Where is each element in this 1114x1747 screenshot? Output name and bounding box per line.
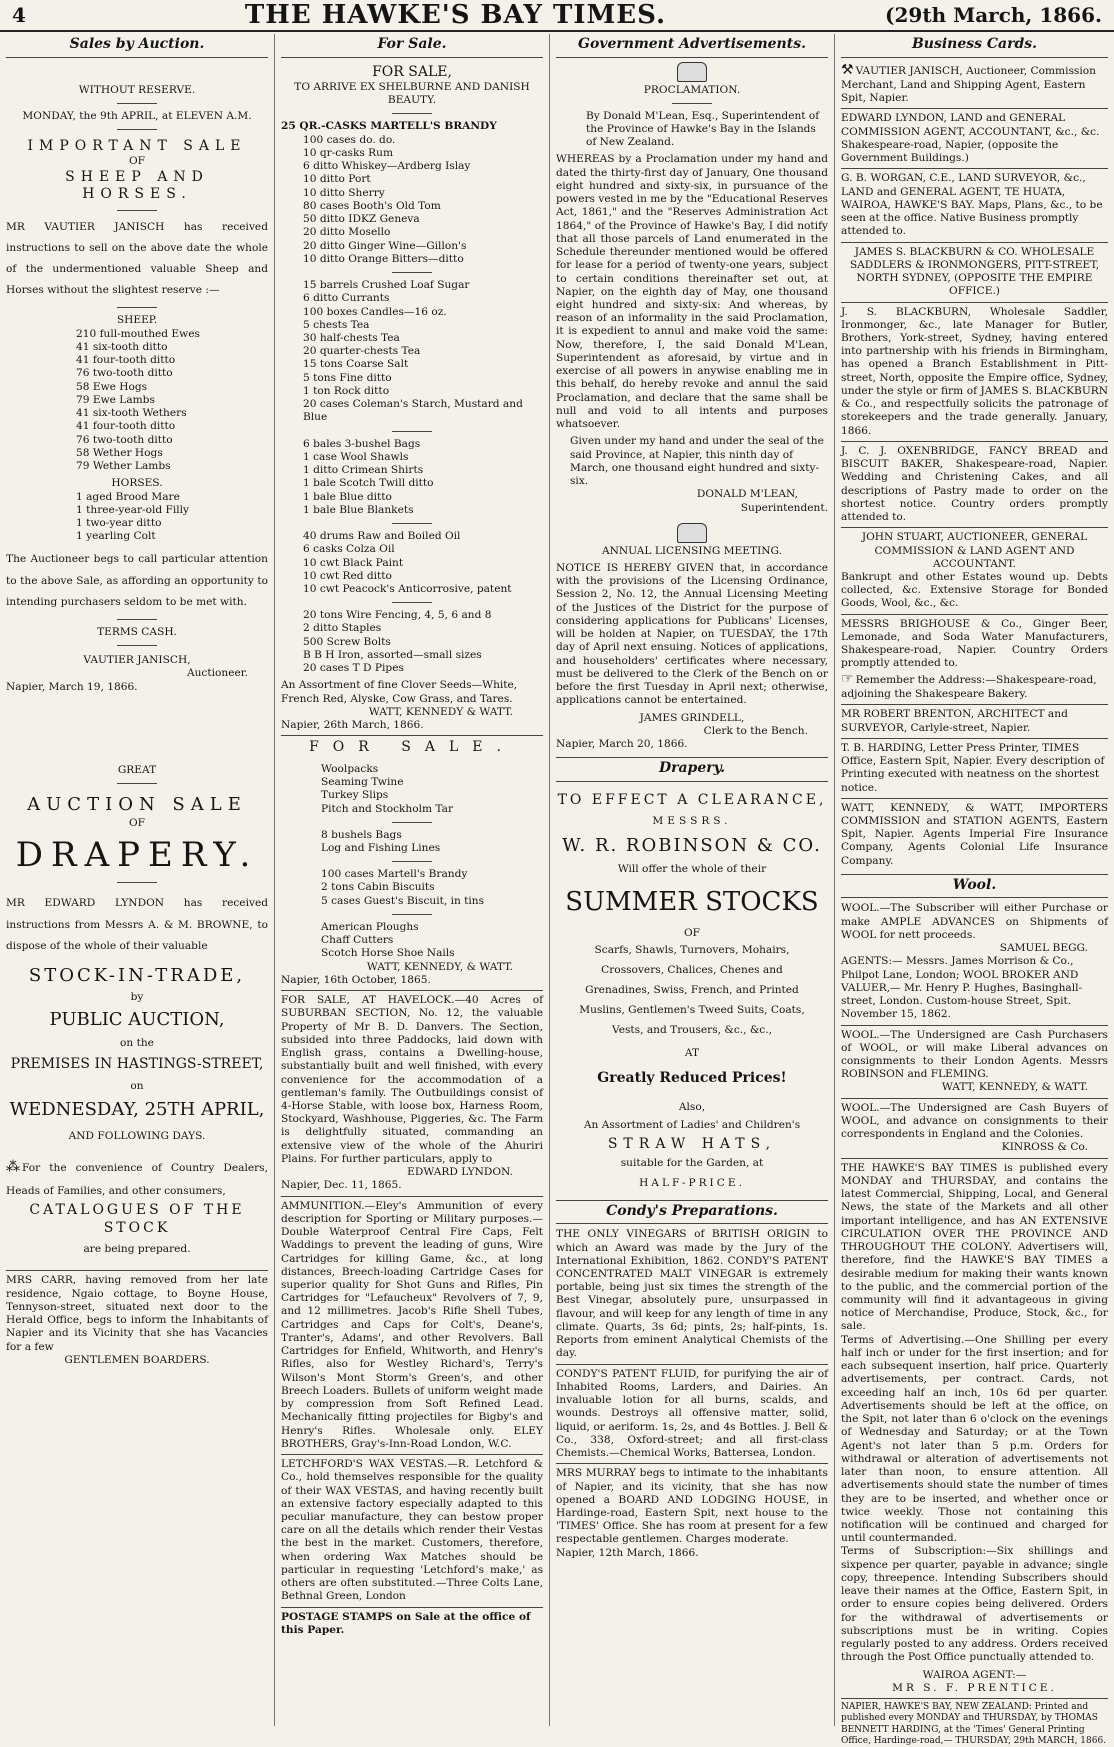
list-item: 41 six-tooth ditto xyxy=(76,340,168,353)
offer-line: Will offer the whole of their xyxy=(617,863,767,876)
wool-signature-3: KINROSS & Co. xyxy=(1001,1141,1088,1154)
divider xyxy=(117,783,157,784)
list-item: 1 yearling Colt xyxy=(76,530,156,543)
clover-seeds: An Assortment of fine Clover Seeds—White, French Red, Alyske, Cow Grass, and Tares. xyxy=(281,679,518,705)
goods-list xyxy=(281,438,543,517)
list-item: 1 ton Rock ditto xyxy=(303,384,390,397)
section-heading: Sales by Auction. xyxy=(6,34,268,58)
goods-list xyxy=(281,829,543,855)
column-sales-by-auction xyxy=(0,34,275,1726)
blackburn-co-card: JAMES S. BLACKBURN & CO. WHOLESALE SADDLERS & IRONMONGERS, PITT-STREET, NORTH SYDNEY, (OPPOSITE THE EMPIRE OFFICE.) xyxy=(841,242,1108,299)
list-item: 41 six-tooth Wethers xyxy=(76,407,187,420)
wool-notice-3: WOOL.—The Undersigned are Cash Buyers of WOOL, and advance on consignments to their correspondents in England and the Colonies. xyxy=(841,1098,1108,1142)
assortment-line: An Assortment of Ladies' and Children's xyxy=(583,1118,801,1131)
list-item: 500 Screw Bolts xyxy=(303,635,391,648)
wool-signature-2: WATT, KENNEDY, & WATT. xyxy=(941,1081,1088,1094)
divider xyxy=(117,103,157,104)
list-item: 6 casks Colza Oil xyxy=(303,543,395,556)
on-line: on xyxy=(130,1079,144,1092)
auctioneer-note: The Auctioneer begs to call particular attention to the above Sale, as affording an opportunity to intending purchasers seldom to be met with. xyxy=(6,553,268,608)
list-item: 10 cwt Black Paint xyxy=(303,556,404,569)
goods-list xyxy=(281,921,543,961)
reserve-line: WITHOUT RESERVE. xyxy=(78,83,196,96)
proclamation-by: By Donald M'Lean, Esq., Superintendent of the Province of Hawke's Bay in the Islands of New Zealand. xyxy=(586,109,820,149)
harding-card: T. B. HARDING, Letter Press Printer, TIMES Office, Eastern Spit, Napier. Every description of Printing executed with neatness on the shortest notice. xyxy=(841,738,1108,795)
vinegar-notice: THE ONLY VINEGARS of BRITISH ORIGIN to which an Award was made by the Jury of the International Exhibition, 1862. CONDY'S PATENT CONCENTRATED MALT VINEGAR is extremely portable, being just six times the strength of the Best Vinegar, absolutely pure, unsurpassed in flavour, and will keep for any length of time in any climate. Quarts, 3s 6d; pints, 2s; half-pints, 1s. Reports from eminent Analytical Chemists of the day. xyxy=(556,1228,828,1360)
page-number: 4 xyxy=(12,3,26,27)
list-item: 100 cases Martell's Brandy xyxy=(321,868,468,881)
of-line: OF xyxy=(128,816,146,829)
horses-list xyxy=(6,491,268,544)
sheep-list xyxy=(6,328,268,474)
important-sale: IMPORTANT SALE xyxy=(27,137,247,154)
janisch-card xyxy=(841,62,1108,106)
list-item: Pitch and Stockholm Tar xyxy=(321,802,454,815)
brighouse-card: MESSRS BRIGHOUSE & Co., Ginger Beer, Lemonade, and Soda Water Manufacturers, Shakespeare-road, Napier. Country Orders promptly attended to. xyxy=(841,614,1108,671)
list-item: 79 Wether Lambs xyxy=(76,460,171,473)
fluid-notice: CONDY'S PATENT FLUID, for purifying the air of Inhabited Rooms, Larders, and Dairies. An invaluable lotion for all burns, scalds, and wounds. Destroys all offensive matter, solid, liquid, or aeriform. 1s, 2s, and 4s Bottles. J. Bell & Co., 338, Oxford-street; and all first-class Chemists.—Chemical Works, Battersea, London. xyxy=(556,1364,828,1461)
section-heading: Condy's Preparations. xyxy=(556,1200,828,1225)
clearance-line: TO EFFECT A CLEARANCE, xyxy=(557,791,827,808)
divider xyxy=(392,822,432,823)
list-item: 210 full-mouthed Ewes xyxy=(76,327,200,340)
catalogues-line: CATALOGUES OF THE STOCK xyxy=(29,1202,245,1236)
of-line: OF xyxy=(128,155,146,168)
messrs-line: MESSRS. xyxy=(652,815,732,828)
divider xyxy=(392,523,432,524)
sale-place-date: Napier, March 19, 1866. xyxy=(6,680,138,693)
murray-notice: MRS MURRAY begs to intimate to the inhabitants of Napier, and its vicinity, that she has now opened a BOARD AND LODGING HOUSE, in Hardinge-road, Eastern Spit, next house to the 'TIMES' Office. She has room at present for a few respectable gentlemen. Charges moderate. xyxy=(556,1463,828,1546)
goods-list xyxy=(281,530,543,596)
lyndon-card: EDWARD LYNDON, LAND and GENERAL COMMISSION AGENT, ACCOUNTANT, &c., &c. Shakespeare-road, Napier, (opposite the Government Buildings.) xyxy=(841,108,1108,165)
list-item: 20 ditto Ginger Wine—Gillon's xyxy=(303,239,467,252)
stuart-details: Bankrupt and other Estates wound up. Debts collected, &c. Extensive Storage for Bonded Goods, Wool, &c., &c. xyxy=(841,570,1108,610)
terms-cash: TERMS CASH. xyxy=(97,626,177,638)
list-item: Woolpacks xyxy=(321,762,379,775)
list-item: Seaming Twine xyxy=(321,776,404,789)
blackburn-card: J. S. BLACKBURN, Wholesale Saddler, Ironmonger, &c., late Manager for Butler, Brothers, York-street, Sydney, having entered into partnership with his friends in Birmingham, has opened a Branch Establishment in Pitt-street, North, opposite the Empire office, Sydney, under the style or firm of JAMES S. BLACKBURN & Co., and respectfully solicits the patronage of storekeepers and the trade generally. January, 1866. xyxy=(841,302,1108,438)
goods-list xyxy=(281,609,543,675)
on-the-line: on the xyxy=(120,1037,154,1050)
list-item: 1 bale Blue ditto xyxy=(303,490,392,503)
premises-line: PREMISES IN HASTINGS-STREET, xyxy=(10,1056,264,1073)
newspaper-title: THE HAWKE'S BAY TIMES. xyxy=(244,0,667,30)
garden-line: suitable for the Garden, at xyxy=(620,1157,764,1170)
divider xyxy=(117,210,157,211)
auctioneer-name: VAUTIER JANISCH, xyxy=(83,654,191,667)
list-item: 1 bale Blue Blankets xyxy=(303,503,414,516)
list-item: 5 chests Tea xyxy=(303,318,370,331)
divider xyxy=(117,619,157,620)
list-item: 76 two-tooth ditto xyxy=(76,433,173,446)
pointing-hand-icon: ☞ xyxy=(841,670,854,687)
sheep-heading: SHEEP. xyxy=(116,314,158,327)
for-sale-spaced: FOR SALE. xyxy=(309,739,515,756)
card-text: VAUTIER JANISCH, Auctioneer, Commission Merchant, Land and Shipping Agent, Eastern Spit, Napier. xyxy=(841,64,1096,105)
proclamation-signature: DONALD M'LEAN, xyxy=(696,488,798,501)
list-item: 58 Wether Hogs xyxy=(76,446,163,459)
divider xyxy=(117,882,157,883)
divider xyxy=(392,602,432,603)
remember-line xyxy=(841,671,1108,702)
masthead-rule xyxy=(0,30,1114,32)
auctioneer-role: Auctioneer. xyxy=(186,667,248,680)
arrive-line: TO ARRIVE EX SHELBURNE AND DANISH BEAUTY. xyxy=(294,81,530,107)
divider xyxy=(392,113,432,114)
list-item: 80 cases Booth's Old Tom xyxy=(303,199,441,212)
section-heading: Wool. xyxy=(841,874,1108,899)
list-item: 40 drums Raw and Boiled Oil xyxy=(303,530,461,543)
worgan-card: G. B. WORGAN, C.E., LAND SURVEYOR, &c., LAND and GENERAL AGENT, TE HUATA, WAIROA, HAWKE'S BAY. Maps, Plans, &c., to be seen at the office. Native Business promptly attended to. xyxy=(841,168,1108,238)
printer-imprint: NAPIER, HAWKE'S BAY, NEW ZEALAND: Printed and published every MONDAY and THURSDAY, by THOMAS BENNETT HARDING, at the 'Times' General Printing Office, Hardinge-road,— THURSDAY, 29th MARCH, 1866. xyxy=(841,1698,1108,1747)
list-item: 1 case Wool Shawls xyxy=(303,450,409,463)
section-heading: Government Advertisements. xyxy=(556,34,828,58)
notice-date: Napier, 16th October, 1865. xyxy=(281,973,431,986)
goods-list xyxy=(281,134,543,266)
divider xyxy=(117,645,157,646)
divider xyxy=(392,272,432,273)
licensing-heading: ANNUAL LICENSING MEETING. xyxy=(601,544,782,557)
licensing-notice: NOTICE IS HEREBY GIVEN that, in accordance with the provisions of the Licensing Ordinance, Session 2, No. 12, the Annual Licensing Meeting of the Justices of the District for the purpose of considering applications for Publicans' Licenses, will be holden at Napier, on TUESDAY, the 17th day of April next ensuing. Notices of applications, and householders' certificates where necessary, must be delivered to the Clerk of the Bench on or before the first Tuesday in April next; otherwise, applications cannot be entertained. xyxy=(556,562,828,707)
proclamation-heading: PROCLAMATION. xyxy=(643,83,741,96)
carr-notice: MRS CARR, having removed from her late residence, Ngaio cottage, to Boyne House, Tennyson-street, situated next door to the Herald Office, begs to inform the Inhabitants of Napier and its Vicinity that she has Vacancies for a few xyxy=(6,1270,268,1353)
list-item: 1 two-year ditto xyxy=(76,516,162,529)
notice-date: Napier, 12th March, 1866. xyxy=(556,1546,699,1559)
list-item: 8 bushels Bags xyxy=(321,828,402,841)
divider xyxy=(392,914,432,915)
lyndon-signature: EDWARD LYNDON. xyxy=(407,1166,513,1179)
coat-of-arms-icon xyxy=(677,62,707,82)
auctioneer-engraving-icon: ⚒ xyxy=(841,61,854,78)
robinson-name: W. R. ROBINSON & CO. xyxy=(562,834,822,856)
divider xyxy=(392,861,432,862)
summer-stocks: SUMMER STOCKS xyxy=(565,887,819,918)
begg-signature: SAMUEL BEGG. xyxy=(999,942,1088,955)
brandy-casks: 25 QR.-CASKS MARTELL'S BRANDY xyxy=(281,120,497,133)
havelock-notice: FOR SALE, AT HAVELOCK.—40 Acres of SUBURBAN SECTION, No. 12, the valuable Property of Mr B. D. Danvers. The Section, subsided into three Paddocks, laid down with English grass, contains a Dwelling-house, substantially built and well finished, with every convenience for the accommodation of a gentleman's family. The Outbuildings consist of 4-Horse Stable, with loose box, Harness Room, Stockyard, Washhouse, Piggeries, &c. The Farm is delightfully situated, commanding an extensive view of the whole of the Ahuriri Plains. For further particulars, apply to xyxy=(281,990,543,1166)
straw-hats: STRAW HATS, xyxy=(607,1135,777,1152)
list-item: 1 bale Scotch Twill ditto xyxy=(303,477,434,490)
oxenbridge-card: J. C. J. OXENBRIDGE, FANCY BREAD and BISCUIT BAKER, Shakespeare-road, Napier. Wedding and Christening Cakes, and all descriptions of Pastry made to order on the shortest notice. Country orders promptly attended to. xyxy=(841,441,1108,524)
list-item: 100 boxes Candles—16 oz. xyxy=(303,305,447,318)
list-item: 79 Ewe Lambs xyxy=(76,393,155,406)
section-heading: For Sale. xyxy=(281,34,543,58)
masthead xyxy=(0,0,1114,30)
section-heading: Drapery. xyxy=(556,757,828,782)
list-item: 50 ditto IDKZ Geneva xyxy=(303,213,420,226)
list-item: 41 four-tooth ditto xyxy=(76,420,176,433)
list-item: Log and Fishing Lines xyxy=(321,841,441,854)
list-item: 1 aged Brood Mare xyxy=(76,490,180,503)
divider xyxy=(117,307,157,308)
coat-of-arms-icon xyxy=(677,523,707,543)
of-line: OF xyxy=(683,926,701,939)
postage-notice: POSTAGE STAMPS on Sale at the office of this Paper. xyxy=(281,1607,543,1637)
goods-list xyxy=(281,279,543,425)
list-item: 5 cases Guest's Biscuit, in tins xyxy=(321,894,485,907)
wool-notice-2: WOOL.—The Undersigned are Cash Purchasers of WOOL, or will make Liberal advances on consignments to their London Agents. Messrs ROBINSON and FLEMING. xyxy=(841,1025,1108,1082)
list-item: 10 cwt Red ditto xyxy=(303,569,392,582)
convenience-text: For the convenience of Country Dealers, Heads of Families, and other consumers, xyxy=(6,1161,268,1197)
sale-date: MONDAY, the 9th APRIL, at ELEVEN A.M. xyxy=(22,109,252,122)
proclamation-given: Given under my hand and under the seal of the said Province, at Napier, this ninth day of March, one thousand eight hundred and sixty-six. xyxy=(570,435,824,488)
by-line: by xyxy=(130,991,144,1004)
watt-card: WATT, KENNEDY, & WATT, IMPORTERS COMMISSION and STATION AGENTS, Eastern Spit, Napier. Agents Imperial Fire Insurance Company, Agents Colonial Life Insurance Company. xyxy=(841,798,1108,868)
horses-heading: HORSES. xyxy=(111,477,163,490)
notice-date: Napier, March 20, 1866. xyxy=(556,738,688,751)
divider xyxy=(672,103,712,104)
list-item: 1 three-year-old Filly xyxy=(76,503,189,516)
section-heading: Business Cards. xyxy=(841,34,1108,58)
list-item: 41 four-tooth ditto xyxy=(76,354,176,367)
column-government xyxy=(550,34,835,1726)
list-item: Scotch Horse Shoe Nails xyxy=(321,947,455,960)
list-item: 20 tons Wire Fencing, 4, 5, 6 and 8 xyxy=(303,609,492,622)
begg-notice: WOOL.—The Subscriber will either Purchase or make AMPLE ADVANCES on Shipments of WOOL for nett proceeds. xyxy=(841,902,1108,941)
list-item: 1 ditto Crimean Shirts xyxy=(303,464,424,477)
stuart-card: JOHN STUART, AUCTIONEER, GENERAL COMMISSION & LAND AGENT AND ACCOUNTANT. xyxy=(841,527,1108,571)
stock-in-trade: STOCK-IN-TRADE, xyxy=(28,964,246,986)
asterism-icon: ⁂ xyxy=(6,1158,20,1175)
list-item: 10 ditto Port xyxy=(303,173,371,186)
great-line: GREAT xyxy=(117,763,157,776)
list-item: 10 cwt Peacock's Anticorrosive, patent xyxy=(303,582,512,595)
following-days: AND FOLLOWING DAYS. xyxy=(68,1129,206,1142)
list-item: 20 cases T D Pipes xyxy=(303,662,404,675)
convenience-note xyxy=(6,1153,268,1202)
goods-list xyxy=(281,763,543,816)
boarders-line: GENTLEMEN BOARDERS. xyxy=(64,1353,210,1366)
list-item: American Ploughs xyxy=(321,920,419,933)
at-line: AT xyxy=(684,1046,700,1059)
list-item: 15 tons Coarse Salt xyxy=(303,358,409,371)
prentice-name: MR S. F. PRENTICE. xyxy=(892,1681,1057,1694)
list-item: 30 half-chests Tea xyxy=(303,331,400,344)
divider xyxy=(117,129,157,130)
list-item: 2 ditto Staples xyxy=(303,622,382,635)
brenton-card: MR ROBERT BRENTON, ARCHITECT and SURVEYOR, Carlyle-street, Napier. xyxy=(841,704,1108,734)
times-notice: THE HAWKE'S BAY TIMES is published every MONDAY and THURSDAY, and contains the latest Commercial, Shipping, Local, and General News, the state of the Markets and all other important intelligence, and has AN EXTENSIVE CIRCULATION OVER THE PROVINCE AND THROUGHOUT THE COLONY. Advertisers will, therefore, find the HAWKE'S BAY TIMES a desirable medium for making their wants known to the public, and the commercial portion of the community will find it advantageous in giving notice of Merchandise, Produce, Stock, &c., for sale. xyxy=(841,1158,1108,1334)
prepared-line: are being prepared. xyxy=(83,1243,191,1256)
subscription-terms: Terms of Subscription:—Six shillings and sixpence per quarter, payable in advance; single copy, threepence. Intending Subscribers should leave their names at the Office, Eastern Spit, in order to ensure copies being delivered. Orders for the withdrawal of advertisements or subscriptions must be in writing. Copies regularly posted to any address. Orders received through the Post Office punctually attended to. xyxy=(841,1545,1108,1664)
list-item: 100 cases do. do. xyxy=(303,133,396,146)
remember-text: Remember the Address:—Shakespeare-road, adjoining the Shakespeare Bakery. xyxy=(841,673,1097,701)
list-item: 20 ditto Mosello xyxy=(303,226,391,239)
lyndon-instructions: MR EDWARD LYNDON has received instructions from Messrs A. & M. BROWNE, to dispose of the whole of their valuable xyxy=(6,897,268,952)
issue-date: (29th March, 1866. xyxy=(885,3,1102,27)
forsale-notice-2 xyxy=(281,735,543,757)
list-item: 10 ditto Orange Bitters—ditto xyxy=(303,252,464,265)
list-item: 20 cases Coleman's Starch, Mustard and Blue xyxy=(303,398,523,424)
for-sale-heading: FOR SALE, xyxy=(372,63,452,80)
notice-date: Napier, 26th March, 1866. xyxy=(281,719,424,732)
list-item: B B H Iron, assorted—small sizes xyxy=(303,648,482,661)
watt-signature: WATT, KENNEDY & WATT. xyxy=(368,705,513,718)
list-item: 6 bales 3-bushel Bags xyxy=(303,437,421,450)
list-item: 20 quarter-chests Tea xyxy=(303,345,421,358)
list-item: 2 tons Cabin Biscuits xyxy=(321,881,435,894)
janisch-intro: MR VAUTIER JANISCH has received instructions to sell on the above date the whole of the undermentioned valuable Sheep and Horses without the slightest reserve :— xyxy=(6,220,268,297)
notice-date: Napier, Dec. 11, 1865. xyxy=(281,1179,402,1192)
letchford-notice: LETCHFORD'S WAX VESTAS.—R. Letchford & Co., hold themselves responsible for the quality of their WAX VESTAS, and having recently built an extensive factory especially adapted to this peculiar manufacture, they can bestow proper care on all the details which render their Vestas the best in the market. Customers, therefore, when ordering Wax Matches should be particular in requesting 'Letchford's make,' as others are often substituted.—Three Colts Lane, Bethnal Green, London xyxy=(281,1454,543,1604)
clerk-signature: JAMES GRINDELL, xyxy=(639,711,745,724)
goods-list xyxy=(281,868,543,908)
list-item: 15 barrels Crushed Loaf Sugar xyxy=(303,279,470,292)
wairoa-agent-label: WAIROA AGENT:— xyxy=(922,1668,1027,1681)
drapery-goods: Scarfs, Shawls, Turnovers, Mohairs, Crossovers, Chalices, Chenes and Grenadines, Swiss, French, and Printed Muslins, Gentlemen's Tweed Suits, Coats, Vests, and Trousers, &c., &c., xyxy=(579,943,805,1037)
also-line: Also, xyxy=(678,1101,706,1114)
list-item: 76 two-tooth ditto xyxy=(76,367,173,380)
list-item: 5 tons Fine ditto xyxy=(303,371,392,384)
auction-sale-heading: AUCTION SALE xyxy=(27,794,247,816)
wednesday-line: WEDNESDAY, 25TH APRIL, xyxy=(9,1099,265,1121)
public-auction: PUBLIC AUCTION, xyxy=(49,1008,225,1030)
column-for-sale xyxy=(275,34,550,1726)
list-item: Turkey Slips xyxy=(321,789,389,802)
half-price: HALF-PRICE. xyxy=(639,1176,745,1189)
list-item: 6 ditto Currants xyxy=(303,292,390,305)
sheep-horses-heading: SHEEP AND HORSES. xyxy=(65,168,209,203)
begg-agents: AGENTS:— Messrs. James Morrison & Co., Philpot Lane, London; WOOL BROKER AND VALUER,— Mr. Henry P. Hughes, Basinghall-street, London. Custom-house Street, Spit. November 15, 1862. xyxy=(841,955,1083,1021)
divider xyxy=(392,431,432,432)
watt-signature: WATT, KENNEDY, & WATT. xyxy=(366,960,513,973)
reduced-prices: Greatly Reduced Prices! xyxy=(597,1069,787,1086)
list-item: Chaff Cutters xyxy=(321,934,394,947)
drapery-heading: DRAPERY. xyxy=(15,834,259,875)
ammunition-notice: AMMUNITION.—Eley's Ammunition of every description for Sporting or Military purposes.—Double Waterproof Central Fire Caps, Felt Waddings to prevent the leading of guns, Wire Cartridges for killing Game, &c., at long distances, Breech-loading Cartridge Cases for superior quality for Shot Guns and Rifles, Pin Cartridges for "Lefaucheux" Revolvers of 7, 9, and 12 millimetres. Jacob's Rifle Shell Tubes, Cartridges and Caps for Colt's, Deane's, Tranter's, Adams', and other Revolvers. Ball Cartridges for Enfield, Whitworth, and Henry's Rifles, also for Westley Richard's, Terry's Wilson's Mont Storm's Green's, and other Breech Loaders. Bullets of uniform weight made by compression from Soft Refined Lead. Mechanically fitting projectiles for Bigby's and Henry's Rifles. Wholesale only. ELEY BROTHERS, Gray's-Inn-Road London, W.C. xyxy=(281,1196,543,1451)
list-item: 10 ditto Sherry xyxy=(303,186,385,199)
list-item: 10 qr-casks Rum xyxy=(303,146,394,159)
proclamation-text: WHEREAS by a Proclamation under my hand and dated the thirty-first day of January, One thousand eight hundred and sixty-six, in pursuance of the powers vested in me by the "Educational Reserves Act, 1861," and the "Reserves Administration Act 1864," of the Province of Hawke's Bay, I did notify that all those parcels of Land enumerated in the Schedule thereunder mentioned would be offered for lease for a period of twenty-one years, subject to certain conditions thereinafter set out, at Napier, on the eighth day of May, one thousand eight hundred and sixty-six: And whereas, by reason of an informality in the said Proclamation, it is expedient to annul and make void the same: Now, therefore, I, the said Donald M'Lean, Superintendent as aforesaid, by virtue and in exercise of all powers in anywise enabling me in this behalf, do hereby revoke and annul the said Proclamation, and declare that the same shall be null and void to all intents and purposes whatsoever. xyxy=(556,153,828,431)
proclamation-signature-role: Superintendent. xyxy=(740,501,828,514)
clerk-role: Clerk to the Bench. xyxy=(703,724,808,737)
advertising-terms: Terms of Advertising.—One Shilling per every half inch or under for the first insertion; and for each subsequent insertion, half price. Quarterly advertisements, per contract. Cards, not exceeding half an inch, 10s 6d per quarter. Advertisements should be left at the office, on the Spit, not later than 6 o'clock on the evenings of Wednesday and Saturday; or at the Town Agent's not later than 5 p.m. Orders for withdrawal or alteration of advertisements not later than noon, to ensure attention. All advertisements should state the number of times they are to be inserted, and whether once or twice weekly. Those not containing this notification will be continued and charged for until countermanded. xyxy=(841,1333,1108,1545)
list-item: 58 Ewe Hogs xyxy=(76,380,148,393)
column-business-cards xyxy=(835,34,1114,1746)
list-item: 6 ditto Whiskey—Ardberg Islay xyxy=(303,160,471,173)
